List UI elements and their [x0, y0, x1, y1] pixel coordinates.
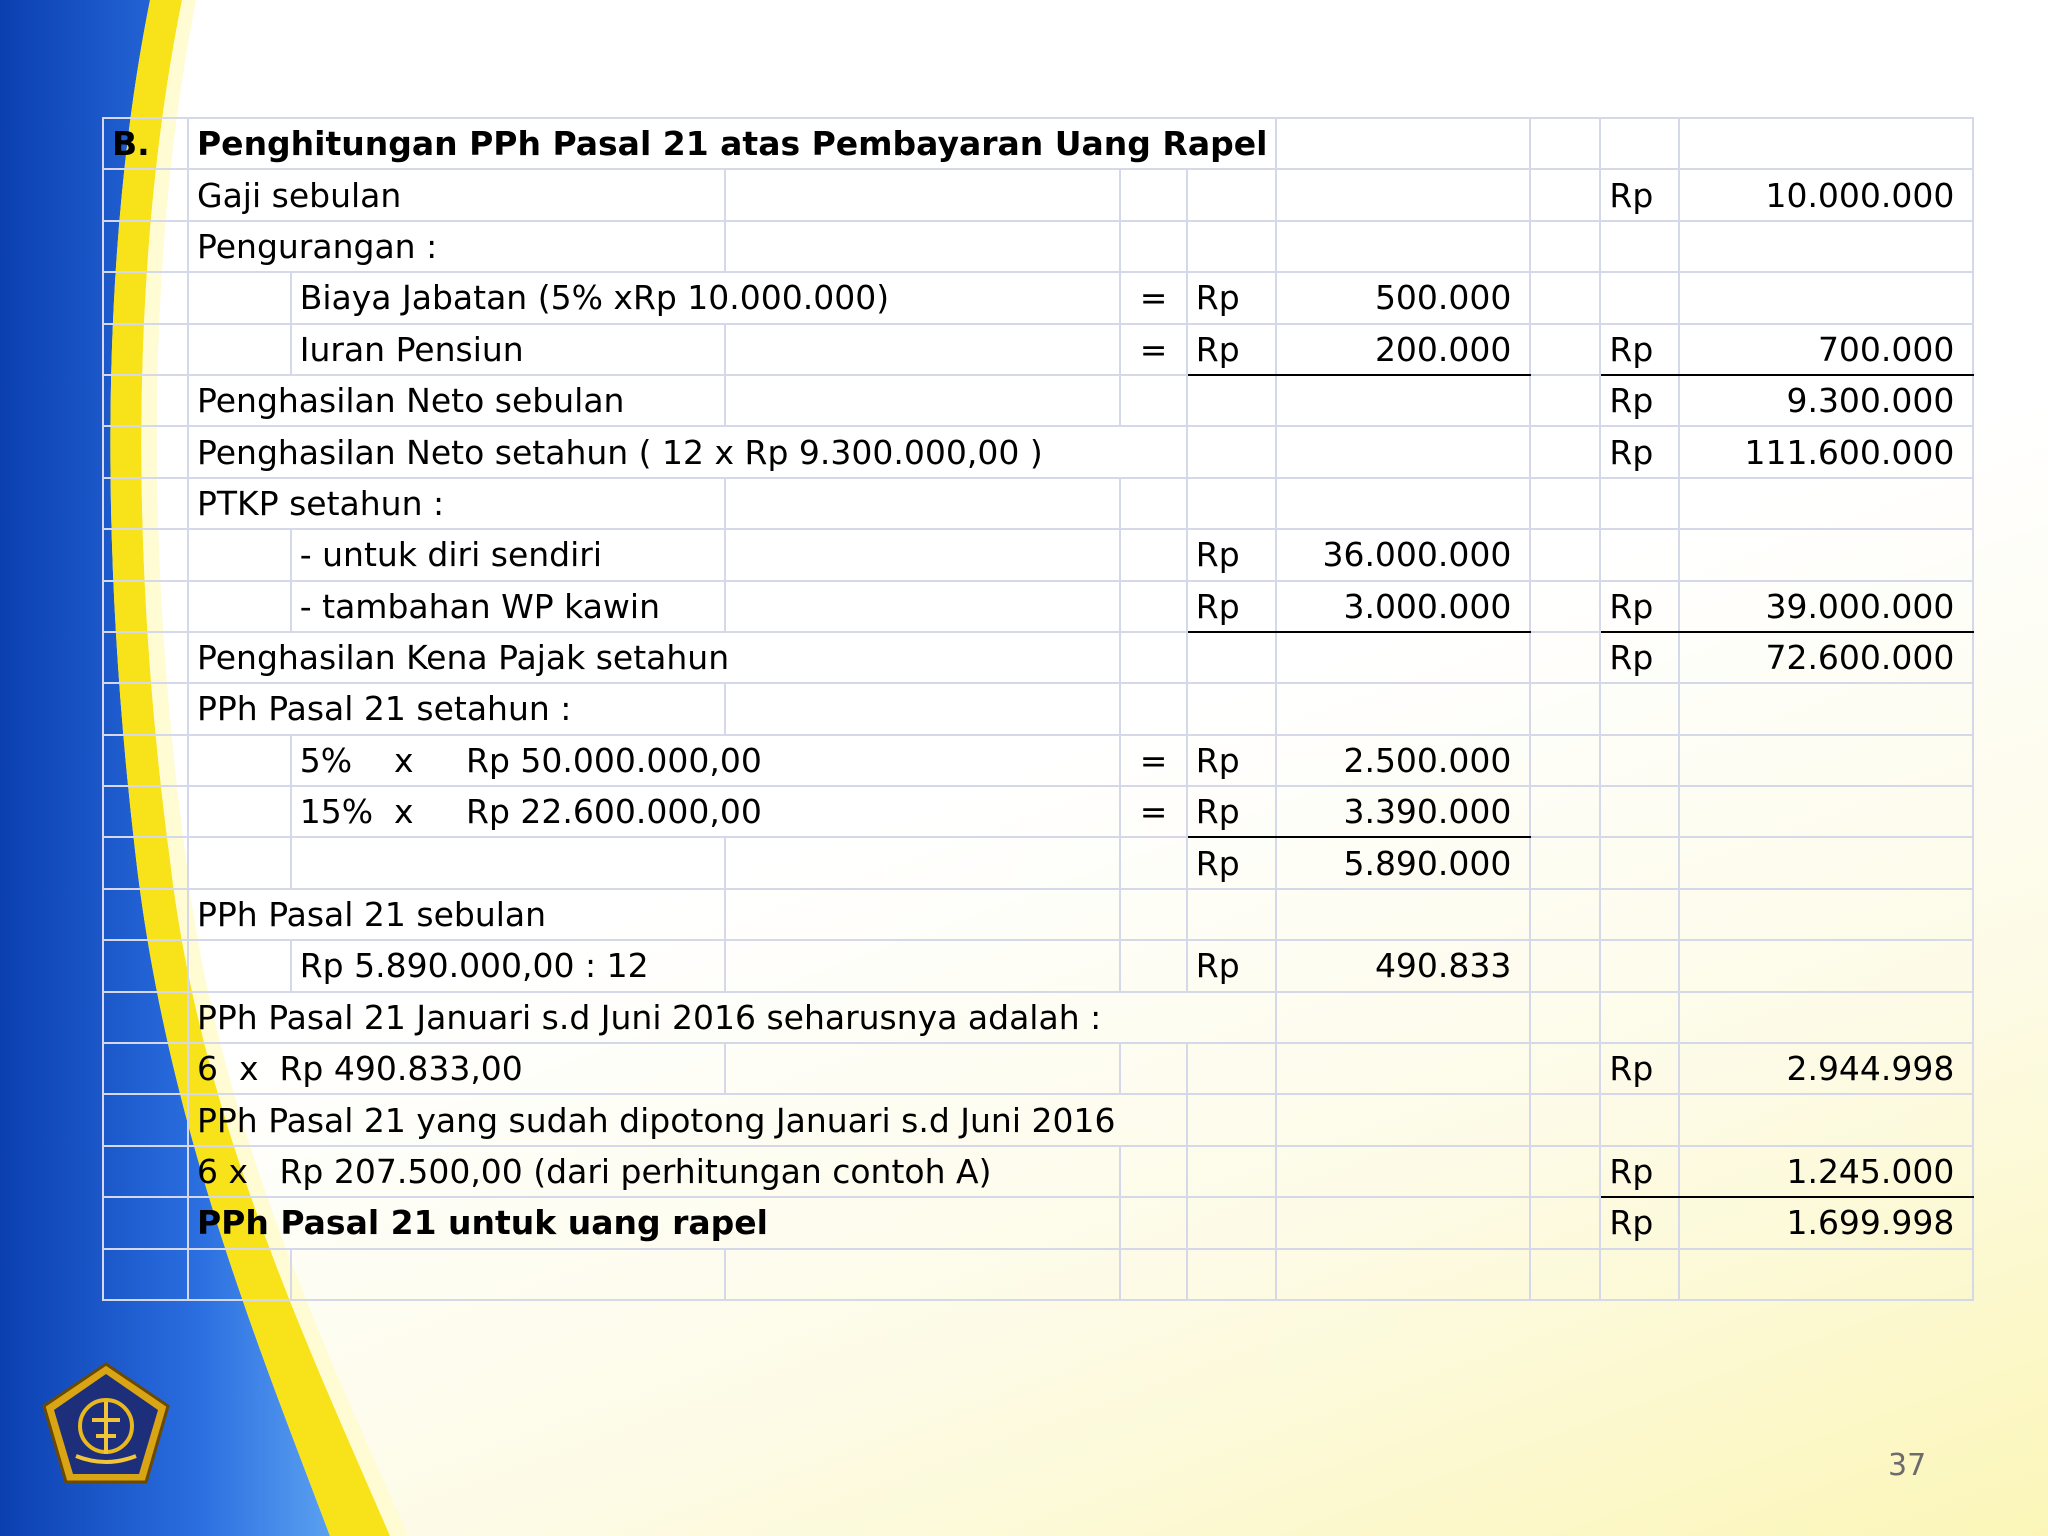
table-row: [103, 375, 1973, 426]
table-cell: [103, 786, 188, 837]
currency-label: [1600, 786, 1679, 837]
row-label: PPh Pasal 21 Januari s.d Juni 2016 seharusnya adalah :: [188, 992, 1276, 1043]
equals-sign: [1120, 1043, 1186, 1094]
table-cell: [1530, 1197, 1600, 1248]
table-cell: [725, 683, 1121, 734]
table-row: [103, 272, 1973, 323]
table-cell: [725, 375, 1121, 426]
total-amount: [1679, 940, 1973, 991]
table-row: [103, 889, 1973, 940]
currency-label: Rp: [1600, 632, 1679, 683]
currency-label: Rp: [1600, 169, 1679, 220]
table-cell: [1679, 118, 1973, 169]
currency-label: [1187, 375, 1277, 426]
amount: [1276, 992, 1530, 1043]
table-cell: [103, 1249, 188, 1300]
table-cell: [103, 375, 188, 426]
section-label: B.: [103, 118, 188, 169]
table-cell: [1530, 889, 1600, 940]
total-amount: 10.000.000: [1679, 169, 1973, 220]
table-row: [103, 324, 1973, 375]
table-row: [103, 1249, 1973, 1300]
table-row: [103, 478, 1973, 529]
table-row: [103, 735, 1973, 786]
equals-sign: [1120, 529, 1186, 580]
table-cell: [103, 529, 188, 580]
row-label: PPh Pasal 21 sebulan: [188, 889, 725, 940]
row-label: - tambahan WP kawin: [291, 581, 725, 632]
currency-label: [1187, 478, 1277, 529]
currency-label: [1187, 1197, 1277, 1248]
table-cell: [1187, 1249, 1277, 1300]
row-label: Biaya Jabatan (5% xRp 10.000.000): [291, 272, 1121, 323]
table-cell: [103, 324, 188, 375]
amount: [1276, 478, 1530, 529]
table-cell: [1530, 1043, 1600, 1094]
currency-label: [1600, 221, 1679, 272]
table-cell: [103, 1043, 188, 1094]
equals-sign: =: [1120, 324, 1186, 375]
table-cell: [1530, 272, 1600, 323]
amount: [1276, 1043, 1530, 1094]
row-label: PPh Pasal 21 setahun :: [188, 683, 725, 734]
equals-sign: =: [1120, 786, 1186, 837]
row-label: Penghasilan Kena Pajak setahun: [188, 632, 1120, 683]
equals-sign: [1120, 683, 1186, 734]
equals-sign: [1120, 478, 1186, 529]
table-cell: [103, 940, 188, 991]
currency-label: [1187, 683, 1277, 734]
table-cell: [725, 837, 1121, 888]
currency-label: Rp: [1187, 581, 1277, 632]
table-cell: [1530, 632, 1600, 683]
table-cell: [188, 581, 291, 632]
total-amount: [1679, 529, 1973, 580]
table-cell: [1530, 221, 1600, 272]
table-cell: [1530, 375, 1600, 426]
amount: 3.000.000: [1276, 581, 1530, 632]
total-amount: [1679, 837, 1973, 888]
table-cell: [188, 940, 291, 991]
amount: 500.000: [1276, 272, 1530, 323]
table-cell: [103, 889, 188, 940]
amount: [1276, 1197, 1530, 1248]
amount: 2.500.000: [1276, 735, 1530, 786]
table-cell: [188, 324, 291, 375]
currency-label: [1187, 1146, 1277, 1197]
currency-label: Rp: [1600, 1043, 1679, 1094]
total-amount: 1.699.998: [1679, 1197, 1973, 1248]
table-cell: [103, 735, 188, 786]
table-cell: [1530, 940, 1600, 991]
currency-label: [1600, 889, 1679, 940]
table-row: [103, 837, 1973, 888]
equals-sign: [1120, 169, 1186, 220]
table-row: [103, 632, 1973, 683]
table-cell: [725, 1043, 1121, 1094]
table-row: [103, 940, 1973, 991]
table-cell: [103, 1094, 188, 1145]
amount: [1276, 1094, 1530, 1145]
table-cell: [725, 529, 1121, 580]
table-cell: [1276, 1249, 1530, 1300]
table-cell: [1530, 426, 1600, 477]
equals-sign: [1120, 889, 1186, 940]
table-cell: [725, 478, 1121, 529]
currency-label: Rp: [1187, 272, 1277, 323]
table-row: [103, 118, 1973, 169]
table-cell: [103, 837, 188, 888]
table-cell: [1530, 992, 1600, 1043]
row-label: PPh Pasal 21 yang sudah dipotong Januari s.d Juni 2016: [188, 1094, 1187, 1145]
currency-label: [1600, 992, 1679, 1043]
row-label: - untuk diri sendiri: [291, 529, 725, 580]
total-amount: 72.600.000: [1679, 632, 1973, 683]
amount: [1276, 169, 1530, 220]
total-amount: 111.600.000: [1679, 426, 1973, 477]
total-amount: 700.000: [1679, 324, 1973, 375]
row-label: 5% x Rp 50.000.000,00: [291, 735, 1121, 786]
currency-label: [1187, 889, 1277, 940]
row-label: PPh Pasal 21 untuk uang rapel: [188, 1197, 1120, 1248]
currency-label: Rp: [1600, 1146, 1679, 1197]
table-cell: [103, 683, 188, 734]
table-cell: [1530, 735, 1600, 786]
table-cell: [1600, 118, 1679, 169]
amount: [1276, 221, 1530, 272]
amount: 5.890.000: [1276, 837, 1530, 888]
table-row: [103, 1094, 1973, 1145]
row-label: 15% x Rp 22.600.000,00: [291, 786, 1121, 837]
table-cell: [103, 426, 188, 477]
total-amount: [1679, 992, 1973, 1043]
row-label: Penghasilan Neto sebulan: [188, 375, 725, 426]
amount: [1276, 375, 1530, 426]
currency-label: [1187, 1094, 1277, 1145]
table-cell: [1530, 786, 1600, 837]
equals-sign: [1120, 375, 1186, 426]
equals-sign: =: [1120, 272, 1186, 323]
kemenkeu-emblem-icon: [36, 1360, 176, 1490]
table-cell: [188, 735, 291, 786]
currency-label: Rp: [1187, 940, 1277, 991]
table-cell: [725, 581, 1121, 632]
table-cell: [103, 1146, 188, 1197]
total-amount: [1679, 1094, 1973, 1145]
equals-sign: [1120, 940, 1186, 991]
amount: [1276, 426, 1530, 477]
table-cell: [103, 169, 188, 220]
table-cell: [1530, 1146, 1600, 1197]
total-amount: [1679, 478, 1973, 529]
amount: 36.000.000: [1276, 529, 1530, 580]
table-cell: [1530, 581, 1600, 632]
equals-sign: [1120, 632, 1186, 683]
equals-sign: [1120, 1197, 1186, 1248]
table-row: [103, 992, 1973, 1043]
table-row: [103, 169, 1973, 220]
table-cell: [1530, 478, 1600, 529]
amount: 490.833: [1276, 940, 1530, 991]
table-row: [103, 221, 1973, 272]
total-amount: [1679, 735, 1973, 786]
table-cell: [188, 786, 291, 837]
currency-label: [1600, 1094, 1679, 1145]
row-label: 6 x Rp 490.833,00: [188, 1043, 725, 1094]
table-cell: [725, 1249, 1121, 1300]
page-number: 37: [1888, 1448, 1927, 1483]
currency-label: Rp: [1187, 529, 1277, 580]
table-cell: [725, 940, 1121, 991]
total-amount: 2.944.998: [1679, 1043, 1973, 1094]
currency-label: [1187, 426, 1277, 477]
currency-label: [1600, 272, 1679, 323]
table-row: [103, 683, 1973, 734]
table-cell: [188, 1249, 291, 1300]
table-row: [103, 581, 1973, 632]
currency-label: Rp: [1187, 324, 1277, 375]
currency-label: Rp: [1600, 581, 1679, 632]
currency-label: [1187, 632, 1277, 683]
row-label: Rp 5.890.000,00 : 12: [291, 940, 725, 991]
currency-label: [1600, 837, 1679, 888]
row-label: 6 x Rp 207.500,00 (dari perhitungan contoh A): [188, 1146, 1120, 1197]
total-amount: [1679, 221, 1973, 272]
amount: [1276, 632, 1530, 683]
amount: [1276, 889, 1530, 940]
row-label: [291, 837, 725, 888]
table-cell: [1530, 1094, 1600, 1145]
table-row: [103, 786, 1973, 837]
row-label: Gaji sebulan: [188, 169, 725, 220]
row-label: Iuran Pensiun: [291, 324, 725, 375]
table-cell: [1530, 118, 1600, 169]
table-cell: [103, 581, 188, 632]
currency-label: [1600, 529, 1679, 580]
table-cell: [103, 632, 188, 683]
currency-label: [1600, 683, 1679, 734]
table-cell: [1530, 169, 1600, 220]
table-cell: [1530, 529, 1600, 580]
table-cell: [1530, 683, 1600, 734]
currency-label: [1600, 940, 1679, 991]
row-label: Pengurangan :: [188, 221, 725, 272]
table-cell: [291, 1249, 725, 1300]
total-amount: 1.245.000: [1679, 1146, 1973, 1197]
table-row: [103, 1146, 1973, 1197]
table-cell: [725, 889, 1121, 940]
currency-label: Rp: [1187, 786, 1277, 837]
section-title: Penghitungan PPh Pasal 21 atas Pembayaran Uang Rapel: [188, 118, 1276, 169]
equals-sign: =: [1120, 735, 1186, 786]
table-row: [103, 1043, 1973, 1094]
amount: [1276, 683, 1530, 734]
table-row: [103, 1197, 1973, 1248]
table-cell: [1679, 1249, 1973, 1300]
total-amount: 39.000.000: [1679, 581, 1973, 632]
total-amount: [1679, 889, 1973, 940]
table-row: [103, 426, 1973, 477]
equals-sign: [1120, 581, 1186, 632]
equals-sign: [1120, 837, 1186, 888]
table-cell: [103, 478, 188, 529]
table-cell: [1530, 324, 1600, 375]
currency-label: [1600, 735, 1679, 786]
table-cell: [725, 221, 1121, 272]
table-row: [103, 529, 1973, 580]
currency-label: [1187, 169, 1277, 220]
table-cell: [1530, 1249, 1600, 1300]
amount: 200.000: [1276, 324, 1530, 375]
table-cell: [1276, 118, 1530, 169]
total-amount: [1679, 683, 1973, 734]
currency-label: Rp: [1187, 735, 1277, 786]
table-cell: [188, 272, 291, 323]
currency-label: [1187, 1043, 1277, 1094]
table-cell: [725, 169, 1121, 220]
currency-label: Rp: [1600, 324, 1679, 375]
calculation-table: [102, 117, 1974, 1301]
total-amount: [1679, 786, 1973, 837]
table-cell: [103, 221, 188, 272]
table-cell: [103, 272, 188, 323]
table-cell: [103, 992, 188, 1043]
row-label: PTKP setahun :: [188, 478, 725, 529]
table-cell: [1120, 1249, 1186, 1300]
currency-label: Rp: [1600, 375, 1679, 426]
equals-sign: [1120, 1146, 1186, 1197]
equals-sign: [1120, 221, 1186, 272]
total-amount: 9.300.000: [1679, 375, 1973, 426]
table-cell: [1530, 837, 1600, 888]
currency-label: Rp: [1600, 426, 1679, 477]
currency-label: [1600, 478, 1679, 529]
row-label: Penghasilan Neto setahun ( 12 x Rp 9.300.000,00 ): [188, 426, 1187, 477]
table-cell: [188, 837, 291, 888]
table-cell: [188, 529, 291, 580]
amount: 3.390.000: [1276, 786, 1530, 837]
table-cell: [103, 1197, 188, 1248]
table-cell: [725, 324, 1121, 375]
amount: [1276, 1146, 1530, 1197]
total-amount: [1679, 272, 1973, 323]
currency-label: [1187, 221, 1277, 272]
currency-label: Rp: [1187, 837, 1277, 888]
currency-label: Rp: [1600, 1197, 1679, 1248]
table-cell: [1600, 1249, 1679, 1300]
